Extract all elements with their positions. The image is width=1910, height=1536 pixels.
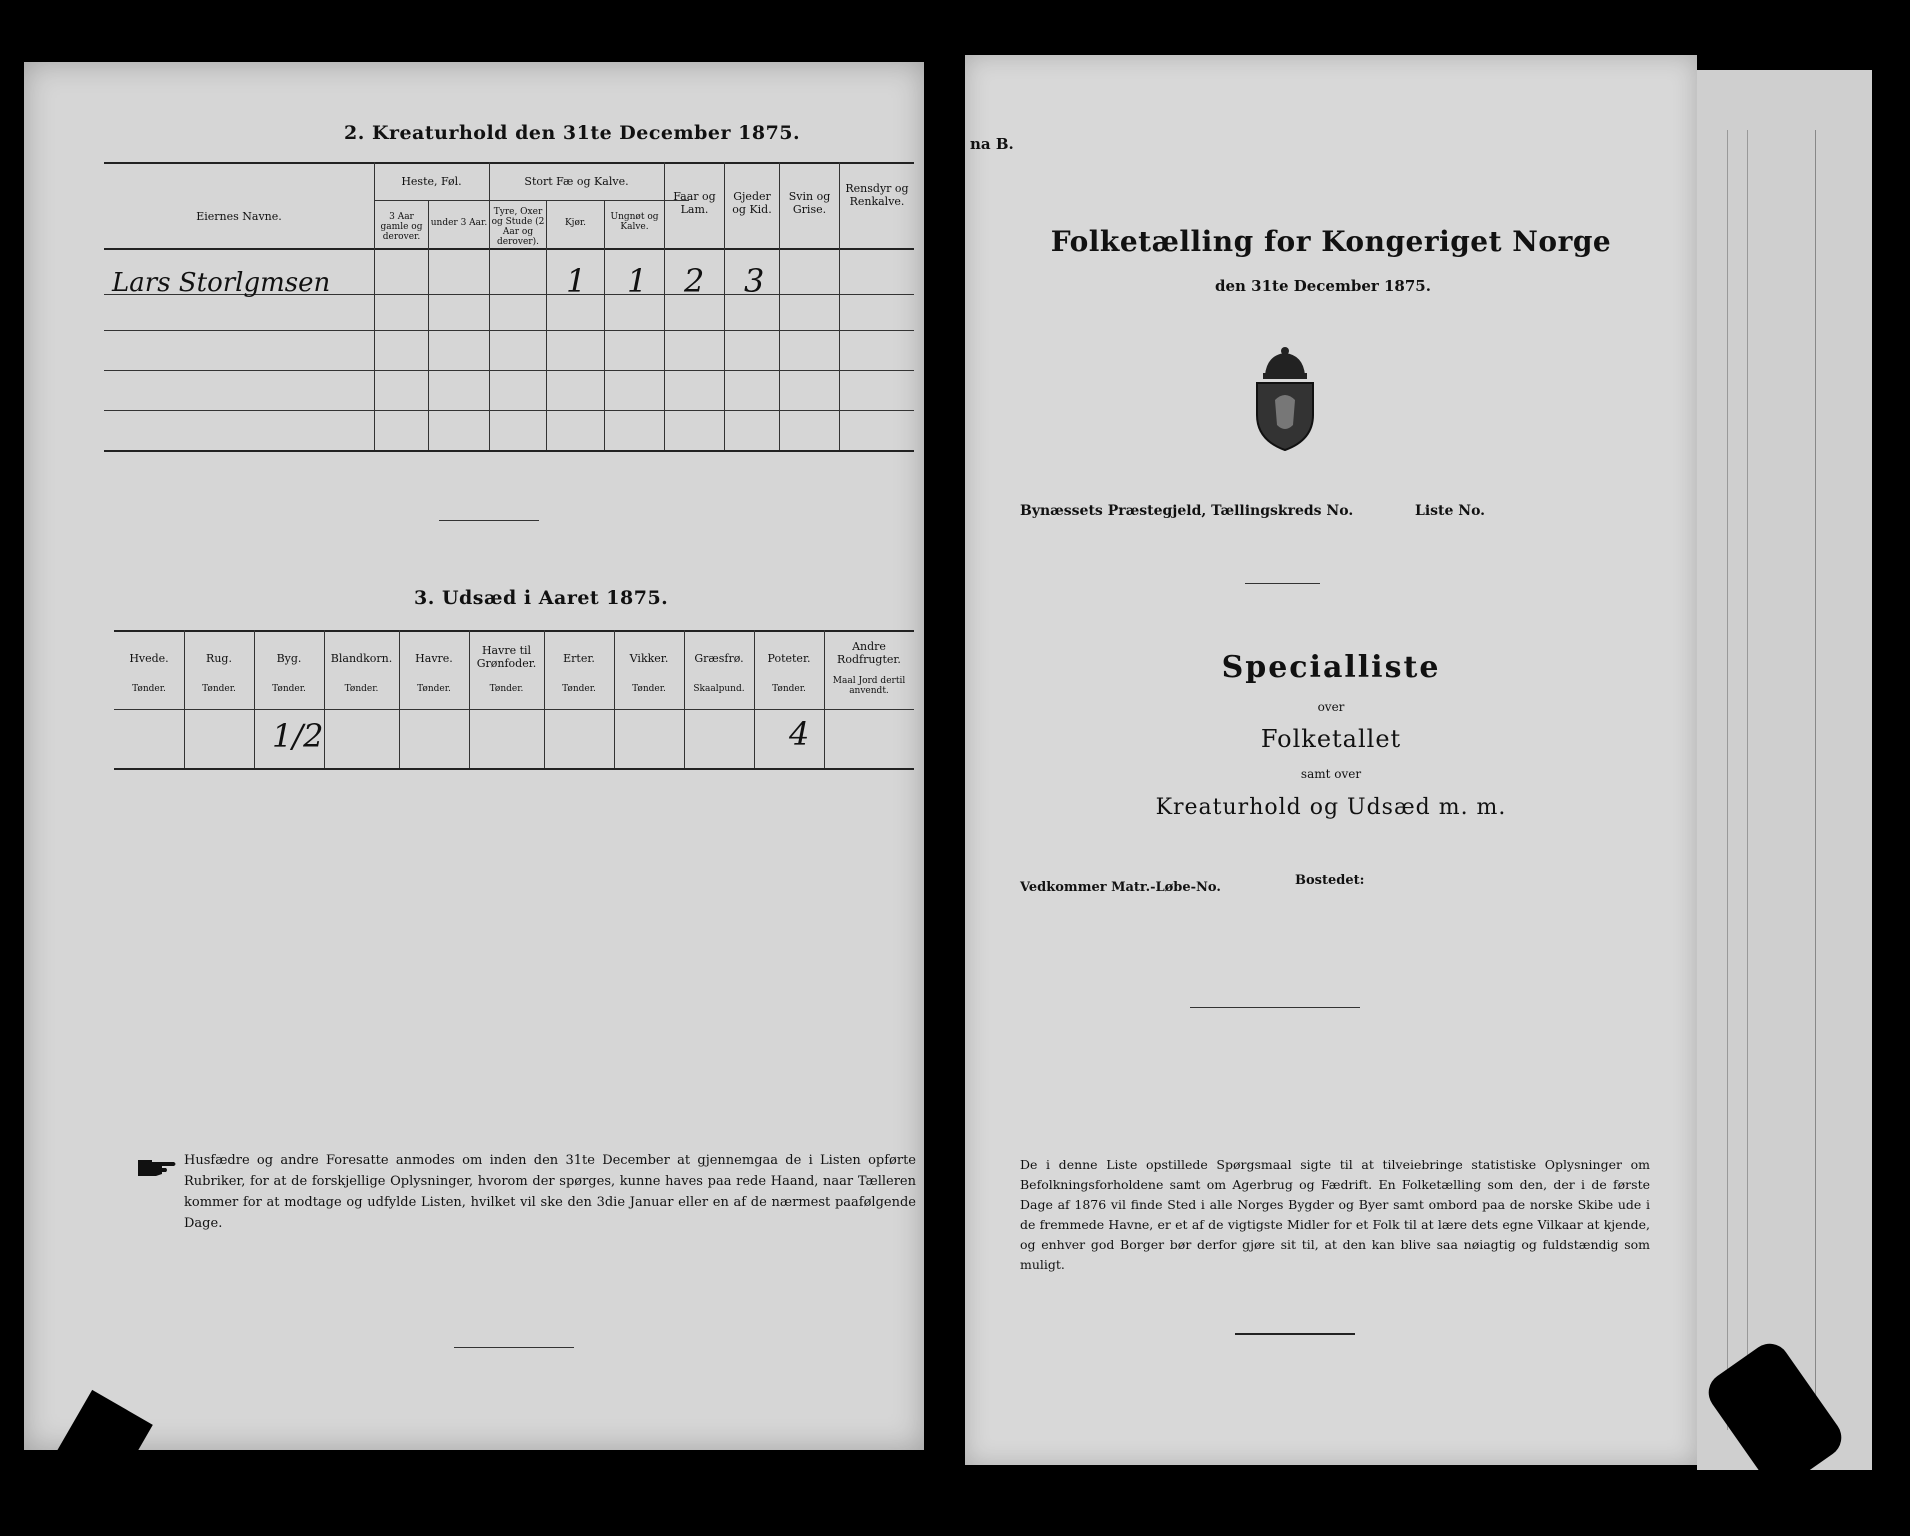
parish-line: Bynæssets Præstegjeld, Tællingskreds No. [1020,503,1354,519]
col-owner-names: Eiernes Navne. [196,210,282,223]
pointing-hand-icon [136,1155,178,1179]
divider [1245,583,1320,584]
folketallet-heading: Folketallet [1260,725,1402,753]
col-barley: Byg. [276,652,302,665]
sheep-count: 2 [684,262,705,300]
unit-grass-seed: Skaalpund. [693,684,745,694]
col-cattle: Stort Fæ og Kalve. [524,175,629,188]
kreaturhold-heading: Kreaturhold og Udsæd m. m. [1155,795,1507,820]
right-page [965,55,1697,1465]
col-horses-under3: under 3 Aar. [430,218,488,228]
col-sheep: Faar og Lam. [673,190,716,216]
col-reindeer: Rensdyr og Renkalve. [845,182,909,208]
next-page-edge [1697,70,1872,1470]
unit-barley: Tønder. [272,684,306,694]
main-title: Folketælling for Kongeriget Norge [1050,225,1612,258]
unit-mixed-grain: Tønder. [344,684,379,694]
col-vetch: Vikker. [629,652,669,665]
unit-potatoes: Tønder. [772,684,806,694]
col-pigs: Svin og Grise. [788,190,831,216]
unit-green-fodder: Tønder. [489,684,524,694]
col-young-cattle: Ungnøt og Kalve. [610,212,659,232]
col-grass-seed: Græsfrø. [694,652,744,665]
unit-wheat: Tønder. [132,684,166,694]
signature-line [1190,1007,1360,1008]
special-list-title: Specialliste [1221,650,1441,685]
col-goats: Gjeder og Kid. [732,190,772,216]
bottom-divider [1235,1333,1355,1335]
col-other-roots: Andre Rodfrugter. [837,640,901,666]
col-peas: Erter. [563,652,595,665]
matr-label: Vedkommer Matr.-Løbe-No. [1020,880,1221,895]
unit-other-roots: Maal Jord dertil anvendt. [832,676,906,696]
householder-notice: Husfædre og andre Foresatte anmodes om inden den 31te December at gjennemgaa de i Listen opførte Rubriker, for at de forskjellige Oplysninger, hvorom der spørges, kunne haves paa rede Haand, naar Tælleren kommer for at modtage og udfylde Listen, hvilket vil ske den 3die Januar eller en af de nærmest paafølgende Dage. [184,1153,916,1231]
col-horses: Heste, Føl. [401,175,462,188]
list-number: Liste No. [1415,503,1486,519]
section-3-title: 3. Udsæd i Aaret 1875. [414,587,669,609]
unit-vetch: Tønder. [632,684,666,694]
owner-name-entry: Lars Storlgmsen [112,268,331,298]
col-oats: Havre. [415,652,453,665]
divider [439,520,539,521]
barley-value: 1/2 [272,717,324,755]
potatoes-value: 4 [789,715,810,753]
cows-count: 1 [566,262,587,300]
col-rye: Rug. [206,652,232,665]
corner-mark: na B. [970,135,1014,153]
unit-rye: Tønder. [202,684,236,694]
col-mixed-grain: Blandkorn. [330,652,393,665]
col-cows: Kjør. [564,218,587,228]
col-horses-3yr: 3 Aar gamle og derover. [380,212,423,242]
unit-oats: Tønder. [417,684,451,694]
col-wheat: Hvede. [129,652,169,665]
young-cattle-count: 1 [627,262,648,300]
left-page [24,62,924,1450]
census-date: den 31te December 1875. [1215,277,1431,295]
section-2-title: 2. Kreaturhold den 31te December 1875. [344,122,801,144]
unit-peas: Tønder. [562,684,596,694]
bosted-label: Bostedet: [1295,873,1365,888]
over-label-1: over [1317,700,1345,714]
col-bulls-oxen: Tyre, Oxer og Stude (2 Aar og derover). [491,207,545,247]
samt-over-label: samt over [1300,767,1362,781]
bottom-divider [454,1347,574,1348]
col-green-fodder-oats: Havre til Grønfoder. [476,644,537,670]
goats-count: 3 [744,262,765,300]
instructions-text: De i denne Liste opstillede Spørgsmaal sigte til at tilveiebringe statistiske Oplysninger om Befolkningsforholdene samt om Agerbrug og Fædrift. En Folketælling som den, der i de første Dage af 1876 vil finde Sted i alle Norges Bygder og Byer samt ombord paa de norske Skibe ude i de fremmede Havne, er et af de vigtigste Midler for et Folk til at lære dets egne Vilkaar at kjende, og enhver god Borger bør derfor gjøre sit til, at den kan blive saa nøiagtig og fuldstændig som muligt. [1020,1157,1650,1272]
coat-of-arms-icon [1245,345,1325,455]
col-potatoes: Poteter. [767,652,811,665]
